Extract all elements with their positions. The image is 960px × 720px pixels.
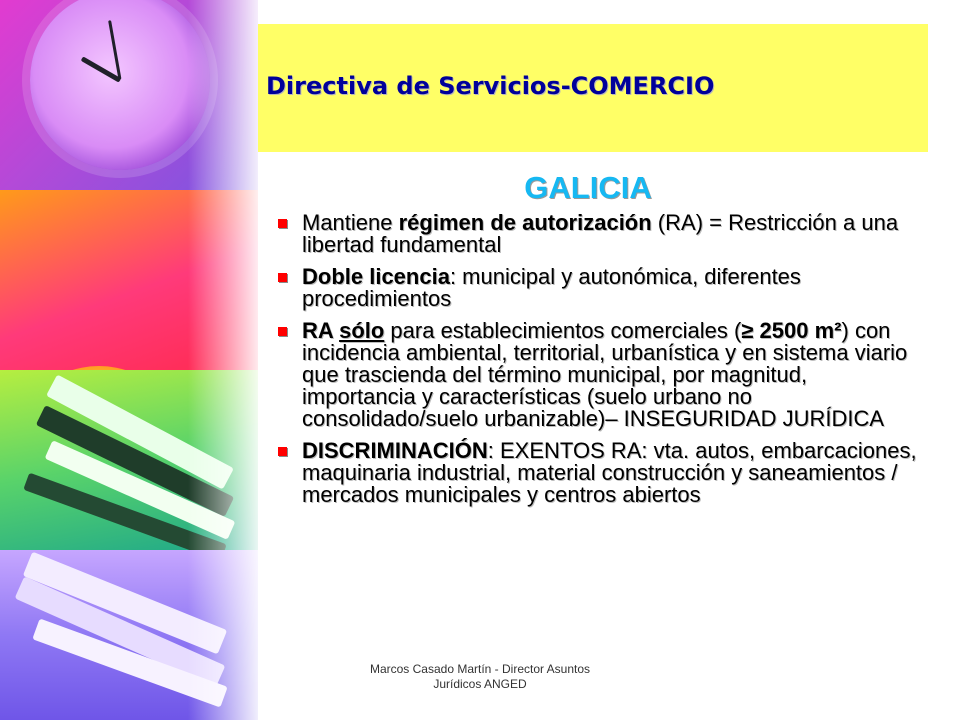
sidebar-fade bbox=[188, 0, 258, 720]
bullet-text: : EXENTOS RA: vta. autos, embarcaciones, maquinaria industrial, material construcción y saneamientos / mercados municipales y centros abiertos bbox=[302, 438, 917, 507]
bullet-underlined-text: sólo bbox=[339, 318, 385, 343]
bullet-bold-text: DISCRIMINACIÓN bbox=[302, 438, 488, 463]
slide-footer bbox=[340, 662, 620, 692]
bullet-text: para establecimientos comerciales ( bbox=[384, 318, 742, 343]
square-bullet-icon bbox=[278, 327, 287, 336]
bullet-text: : municipal y autonómica, diferentes procedimientos bbox=[302, 264, 801, 311]
bullet-item bbox=[276, 212, 926, 256]
bullet-item bbox=[276, 440, 926, 506]
bullet-item bbox=[276, 320, 926, 430]
square-bullet-icon bbox=[278, 447, 287, 456]
slide-subtitle: GALICIA bbox=[524, 170, 652, 205]
title-banner bbox=[258, 24, 928, 152]
bullet-bold-text: régimen de autorización bbox=[398, 210, 652, 235]
bullet-bold-text: Doble licencia bbox=[302, 264, 450, 289]
bullet-text: ) con incidencia ambiental, territorial, urbanística y en sistema viario que trascienda del término municipal, por magnitud, importancia y características (suelo urbano no consolidado/suelo urbanizable)– INSEGURIDAD JURÍDICA bbox=[302, 318, 908, 431]
footer-line: Marcos Casado Martín - Director Asuntos bbox=[369, 662, 591, 676]
decorative-sidebar bbox=[0, 0, 258, 720]
bullet-item bbox=[276, 266, 926, 310]
wall-clock-icon bbox=[30, 0, 210, 170]
bullet-bold-text: ≥ 2500 m² bbox=[741, 318, 842, 343]
footer-line: Jurídicos ANGED bbox=[433, 677, 527, 691]
slide-title: Directiva de Servicios-COMERCIO bbox=[266, 72, 715, 100]
bullet-text: Mantiene bbox=[302, 210, 399, 235]
bullet-bold-text: RA bbox=[302, 318, 340, 343]
bullet-list bbox=[276, 212, 926, 516]
square-bullet-icon bbox=[278, 273, 287, 282]
square-bullet-icon bbox=[278, 219, 287, 228]
bullet-text: (RA) = Restricción a una libertad fundamental bbox=[302, 210, 899, 257]
